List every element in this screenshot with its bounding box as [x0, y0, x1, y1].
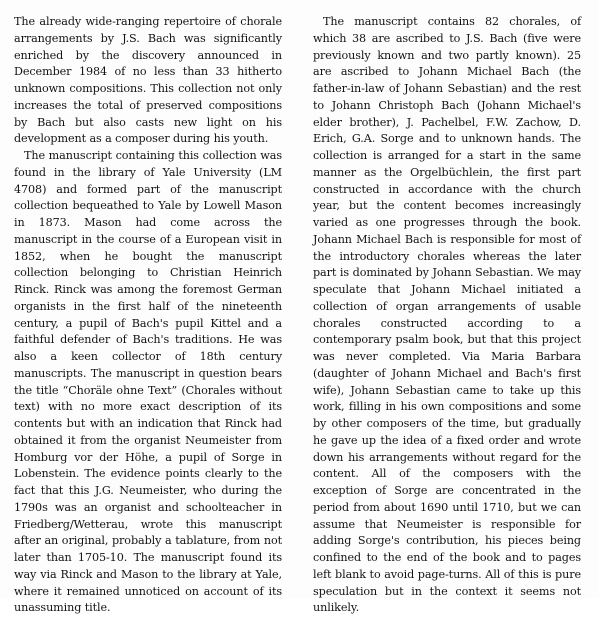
paragraph-manuscript-contents: The manuscript contains 82 chorales, of which 38 are ascribed to J.S. Bach (five were previously known and two partly known). 25 are ascribed to Johann Michael Bach (the father-in-law of Johann Sebastian) and the rest to Johann Christoph Bach (Johann Michael's elder brother), J. Pachelbel, F.W. Zachow, D. Erich, G.A. Sorge and to unknown hands. The collection is arranged for a start in the same manner as the Orgelbüchlein, the first part constructed in accordance with the church year, but the content becomes increasingly varied as one progresses through the book. Johann Michael Bach is responsible for most of the introductory chorales whereas the later part is dominated by Johann Sebastian. We may speculate that Johann Michael initiated a collection of organ arrangements of usable chorales constructed according to a contemporary psalm book, but that this project was never completed. Via Maria Barbara (daughter of Johann Michael and Bach's first wife), Johann Sebastian came to take up this work, filling in his own compositions and some by other composers of the time, but gradually he gave up the idea of a fixed order and wrote down his arrangements without regard for the content. All of the composers with the exception of Sorge are concentrated in the period from about 1690 until 1710, but we can assume that Neumeister is responsible for adding Sorge's contribution, his pieces being confined to the end of the book and to pages left blank to avoid page-turns. All of this is pure speculation but in the context it seems not unlikely. — [313, 15, 581, 615]
right-column — [313, 14, 581, 617]
paragraph-discovery: The already wide-ranging repertoire of chorale arrangements by J.S. Bach was significantly enriched by the discovery announced in December 1984 of no less than 33 hitherto unknown compositions. This collection not only increases the total of preserved compositions by Bach but also casts new light on his development as a composer during his youth. — [14, 15, 282, 146]
paragraph-manuscript-history: The manuscript containing this collection was found in the library of Yale University (LM 4708) and formed part of the manuscript collection bequeathed to Yale by Lowell Mason in 1873. Mason had come across the manuscript in the course of a European visit in 1852, when he bought the manuscript collection belonging to Christian Heinrich Rinck. Rinck was among the foremost German organists in the first half of the nineteenth century, a pupil of Bach's pupil Kittel and a faithful defender of Bach's traditions. He was also a keen collector of 18th century manuscripts. The manuscript in question bears the title “Choräle ohne Text” (Chorales without text) with no more exact description of its contents but with an indication that Rinck had obtained it from the organist Neumeister from Homburg vor der Höhe, a pupil of Sorge in Lobenstein. The evidence points clearly to the fact that this J.G. Neumeister, who during the 1790s was an organist and schoolteacher in Friedberg/Wetterau, wrote this manuscript after an original, probably a tablature, from not later than 1705-10. The manuscript found its way via Rinck and Mason to the library at Yale, where it remained unnoticed on account of its unassuming title. — [14, 149, 282, 615]
left-column — [14, 14, 282, 617]
